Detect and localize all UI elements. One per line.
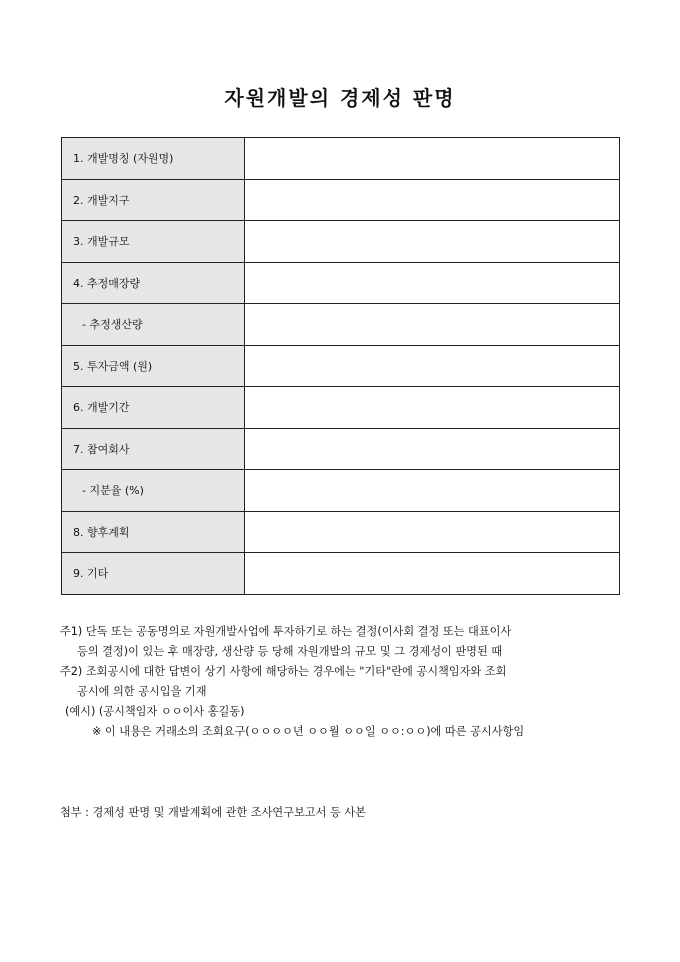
row-label-participating-companies: 7. 참여회사	[62, 428, 245, 470]
example-line: (예시) (공시책임자 ㅇㅇ이사 홍길동)	[65, 705, 245, 718]
attachment-note: 첨부 : 경제성 판명 및 개발계획에 관한 조사연구보고서 등 사본	[60, 806, 366, 819]
table-row	[62, 179, 620, 221]
table-row	[62, 221, 620, 263]
document-title: 자원개발의 경제성 판명	[224, 86, 456, 110]
table-row	[62, 138, 620, 180]
row-value-equity-ratio[interactable]	[245, 470, 620, 512]
table-row	[62, 262, 620, 304]
row-label-other: 9. 기타	[62, 553, 245, 595]
row-value-investment-amount[interactable]	[245, 345, 620, 387]
table-row	[62, 345, 620, 387]
row-value-development-scale[interactable]	[245, 221, 620, 263]
note2-line2: 공시에 의한 공시입을 기재	[77, 685, 207, 698]
note1-line2: 등의 결정)이 있는 후 매장량, 생산량 등 당해 자원개발의 규모 및 그 경제성이 판명된 때	[77, 645, 503, 658]
row-label-future-plan: 8. 향후계획	[62, 511, 245, 553]
row-value-estimated-production[interactable]	[245, 304, 620, 346]
row-label-development-district: 2. 개발지구	[62, 179, 245, 221]
table-row	[62, 470, 620, 512]
table-row	[62, 304, 620, 346]
note2-line1: 주2) 조회공시에 대한 답변이 상기 사항에 해당하는 경우에는 "기타"란에 공시책임자와 조회	[60, 665, 507, 678]
row-value-future-plan[interactable]	[245, 511, 620, 553]
row-value-other[interactable]	[245, 553, 620, 595]
row-label-estimated-reserves: 4. 추정매장량	[62, 262, 245, 304]
footnotes	[60, 622, 620, 742]
row-value-development-period[interactable]	[245, 387, 620, 429]
table-row	[62, 387, 620, 429]
row-value-development-district[interactable]	[245, 179, 620, 221]
row-value-development-name[interactable]	[245, 138, 620, 180]
row-value-participating-companies[interactable]	[245, 428, 620, 470]
example-detail-line: ※ 이 내용은 거래소의 조회요구(ㅇㅇㅇㅇ년 ㅇㅇ월 ㅇㅇ일 ㅇㅇ:ㅇㅇ)에 따른 공시사항임	[92, 725, 525, 738]
row-value-estimated-reserves[interactable]	[245, 262, 620, 304]
note1-line1: 주1) 단독 또는 공동명의로 자원개발사업에 투자하기로 하는 결정(이사회 결정 또는 대표이사	[60, 625, 512, 638]
row-label-investment-amount: 5. 투자금액 (원)	[62, 345, 245, 387]
row-label-development-name: 1. 개발명칭 (자원명)	[62, 138, 245, 180]
table-row	[62, 511, 620, 553]
table-row	[62, 553, 620, 595]
row-label-development-scale: 3. 개발규모	[62, 221, 245, 263]
row-label-estimated-production: - 추정생산량	[62, 304, 245, 346]
disclosure-form-table	[61, 137, 620, 595]
row-label-equity-ratio: - 지분율 (%)	[62, 470, 245, 512]
table-row	[62, 428, 620, 470]
row-label-development-period: 6. 개발기간	[62, 387, 245, 429]
